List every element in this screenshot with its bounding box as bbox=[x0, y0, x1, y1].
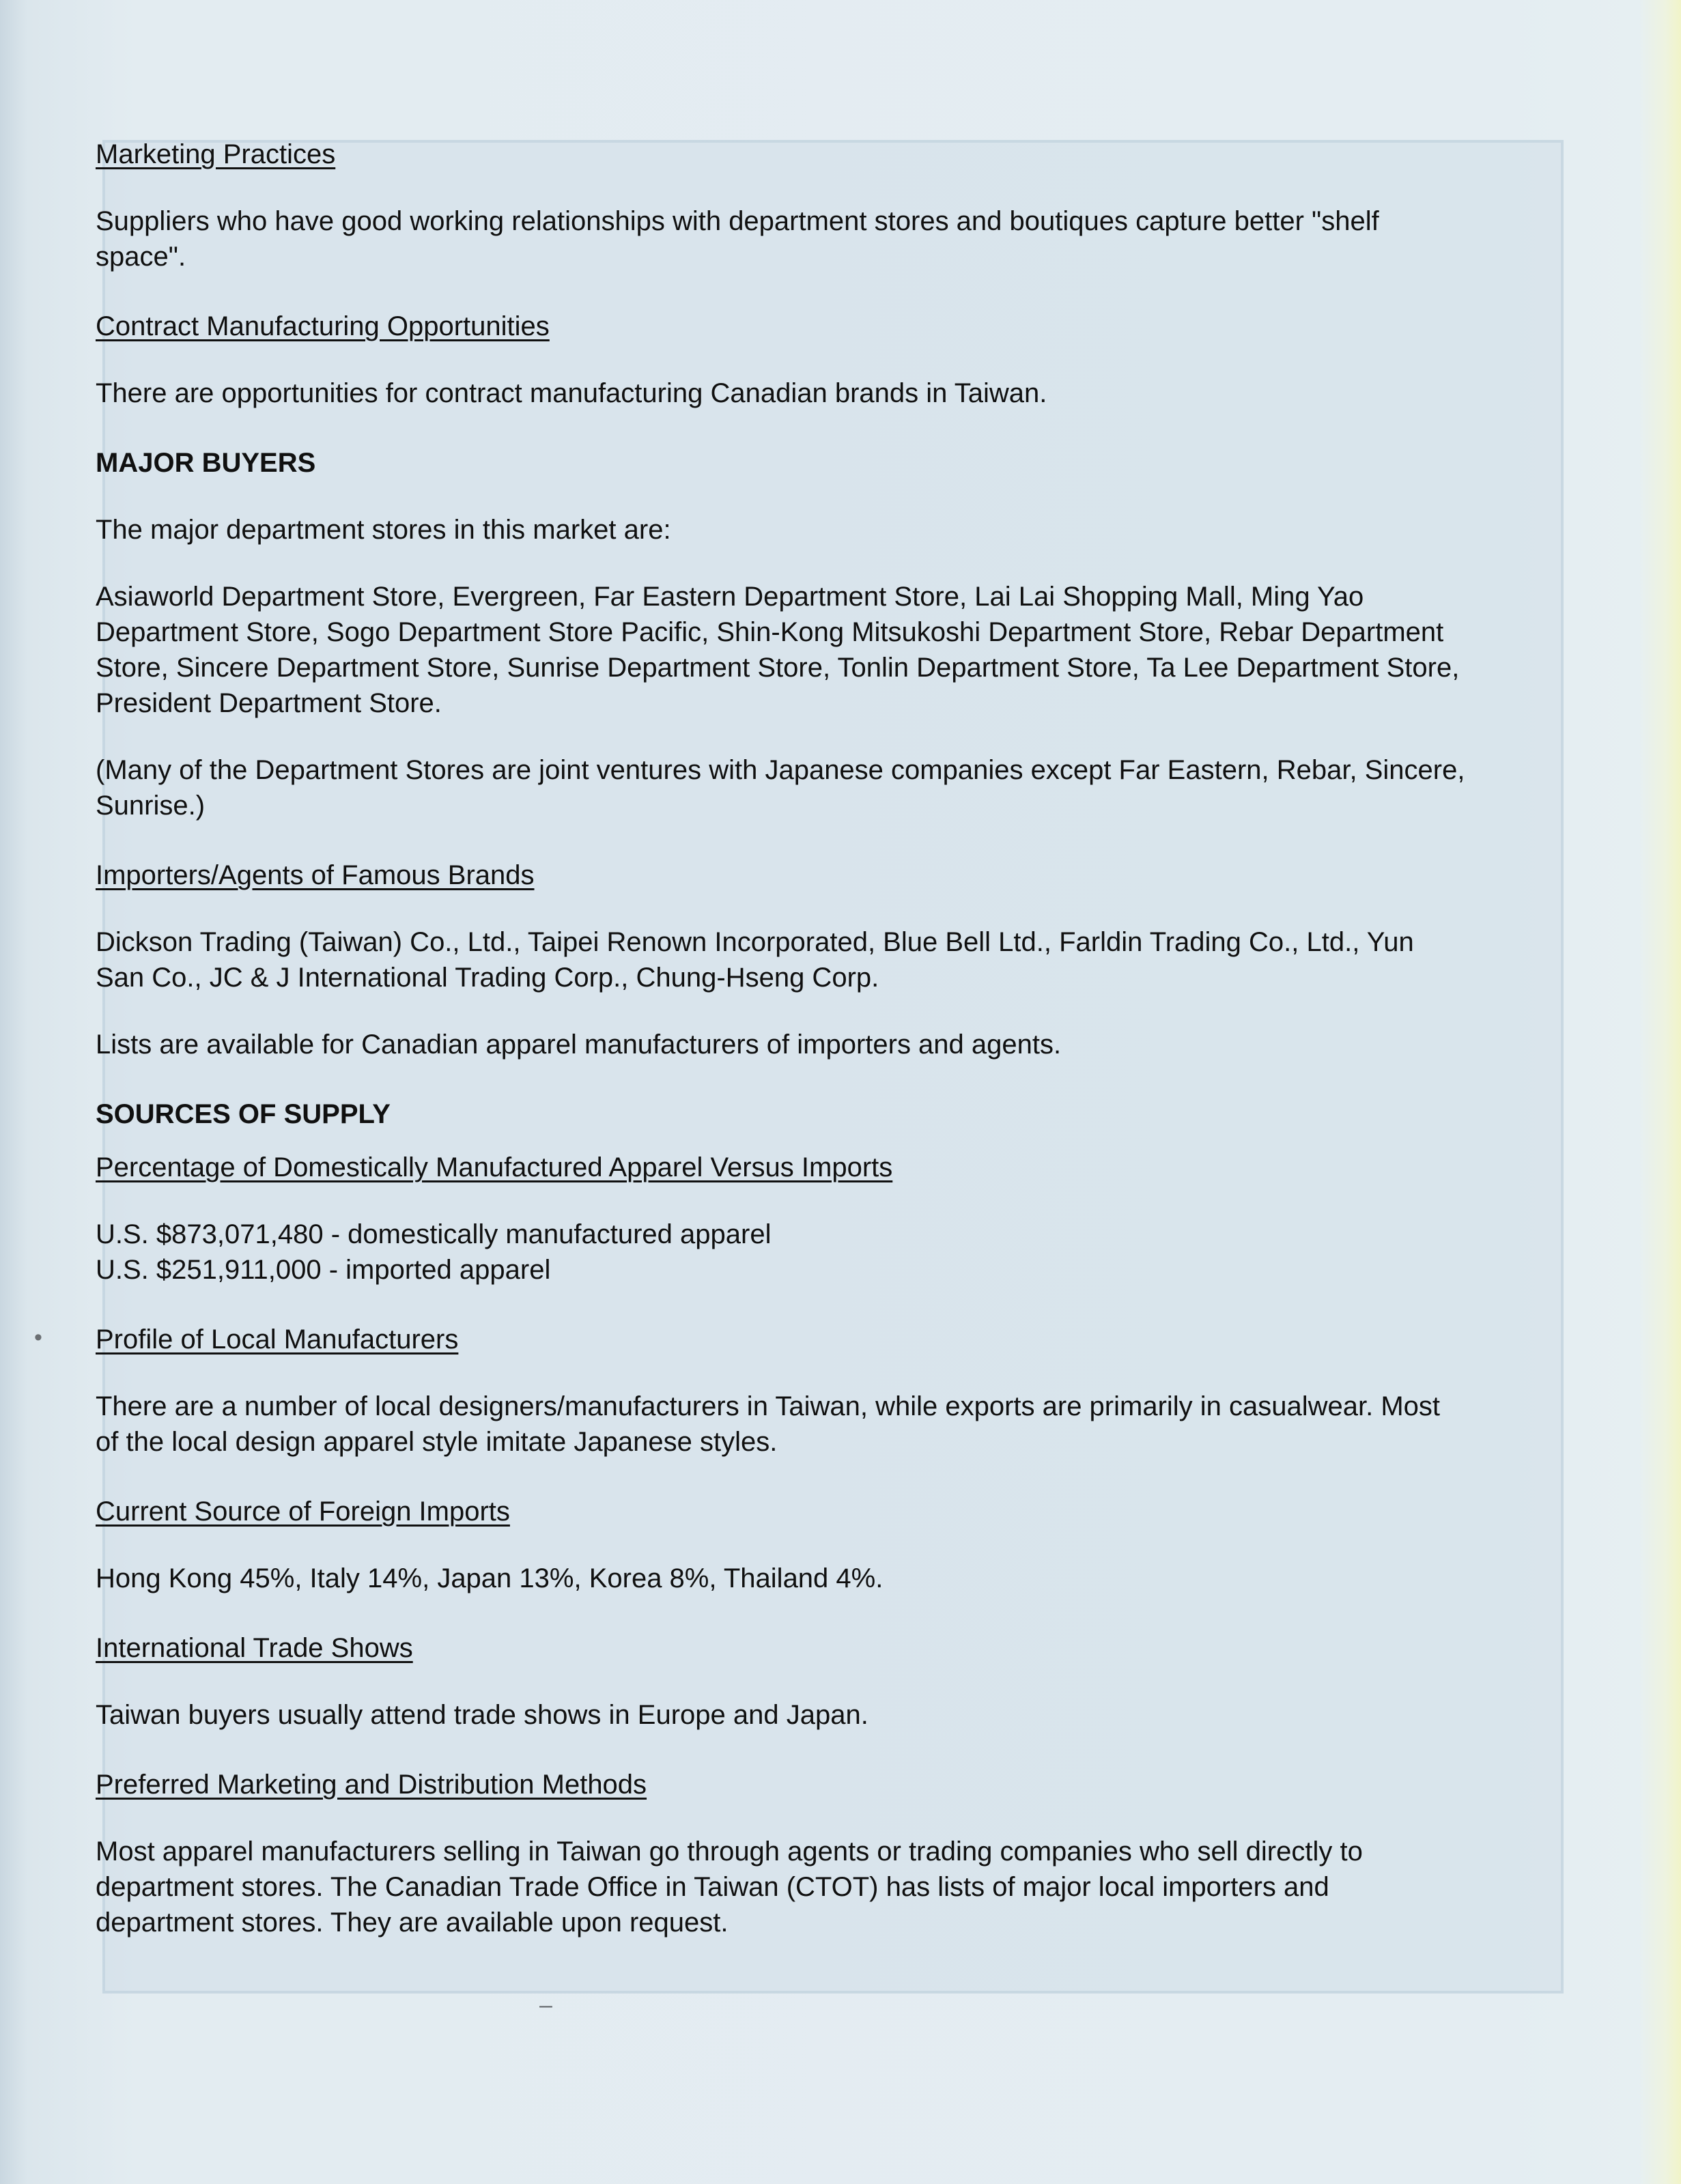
marketing-practices-heading: Marketing Practices bbox=[96, 139, 336, 169]
preferred-methods-heading: Preferred Marketing and Distribution Methods bbox=[96, 1770, 647, 1800]
domestic-apparel-value: U.S. $873,071,480 - domestically manufactured apparel bbox=[96, 1219, 772, 1249]
contract-manufacturing-text: There are opportunities for contract manufacturing Canadian brands in Taiwan. bbox=[96, 378, 1047, 408]
trade-shows-heading: International Trade Shows bbox=[96, 1633, 413, 1663]
document-body bbox=[96, 137, 1468, 1940]
preferred-methods-text: Most apparel manufacturers selling in Taiwan go through agents or trading companies who sell directly to department stores. The Canadian Trade Office in Taiwan (CTOT) has lists of major local importers and department stores. They are available upon request. bbox=[96, 1836, 1363, 1938]
department-stores-list: Asiaworld Department Store, Evergreen, Far Eastern Department Store, Lai Lai Shopping Mall, Ming Yao Department Store, Sogo Department Store Pacific, Shin-Kong Mitsukoshi Department Store, Rebar Department Store, Sincere Department Store, Sunrise Department Store, Tonlin Department Store, Ta Lee Department Store, President Department Store. bbox=[96, 582, 1460, 718]
major-buyers-heading: MAJOR BUYERS bbox=[96, 448, 316, 478]
joint-ventures-note: (Many of the Department Stores are joint ventures with Japanese companies except Far Eastern, Rebar, Sincere, Sunrise.) bbox=[96, 755, 1465, 821]
importers-lists-note: Lists are available for Canadian apparel manufacturers of importers and agents. bbox=[96, 1030, 1062, 1060]
local-manufacturers-text: There are a number of local designers/manufacturers in Taiwan, while exports are primarily in casualwear. Most of the local design apparel style imitate Japanese styles. bbox=[96, 1391, 1441, 1457]
major-buyers-intro: The major department stores in this market are: bbox=[96, 515, 671, 545]
margin-speck: • bbox=[34, 1324, 42, 1350]
contract-manufacturing-heading: Contract Manufacturing Opportunities bbox=[96, 311, 550, 341]
foreign-imports-heading: Current Source of Foreign Imports bbox=[96, 1497, 510, 1527]
importers-agents-heading: Importers/Agents of Famous Brands bbox=[96, 860, 535, 890]
local-manufacturers-heading: Profile of Local Manufacturers bbox=[96, 1324, 459, 1355]
marketing-practices-text: Suppliers who have good working relationships with department stores and boutiques capture better "shelf space". bbox=[96, 206, 1379, 272]
imported-apparel-value: U.S. $251,911,000 - imported apparel bbox=[96, 1255, 551, 1285]
bottom-speck: ‒ bbox=[539, 1992, 552, 2018]
sources-of-supply-heading: SOURCES OF SUPPLY bbox=[96, 1099, 391, 1129]
trade-shows-text: Taiwan buyers usually attend trade shows in Europe and Japan. bbox=[96, 1700, 868, 1730]
importers-agents-text: Dickson Trading (Taiwan) Co., Ltd., Taipei Renown Incorporated, Blue Bell Ltd., Farldin Trading Co., Ltd., Yun San Co., JC & J International Trading Corp., Chung-Hseng Corp. bbox=[96, 927, 1414, 993]
foreign-imports-text: Hong Kong 45%, Italy 14%, Japan 13%, Korea 8%, Thailand 4%. bbox=[96, 1563, 884, 1593]
percentage-heading: Percentage of Domestically Manufactured Apparel Versus Imports bbox=[96, 1152, 893, 1182]
